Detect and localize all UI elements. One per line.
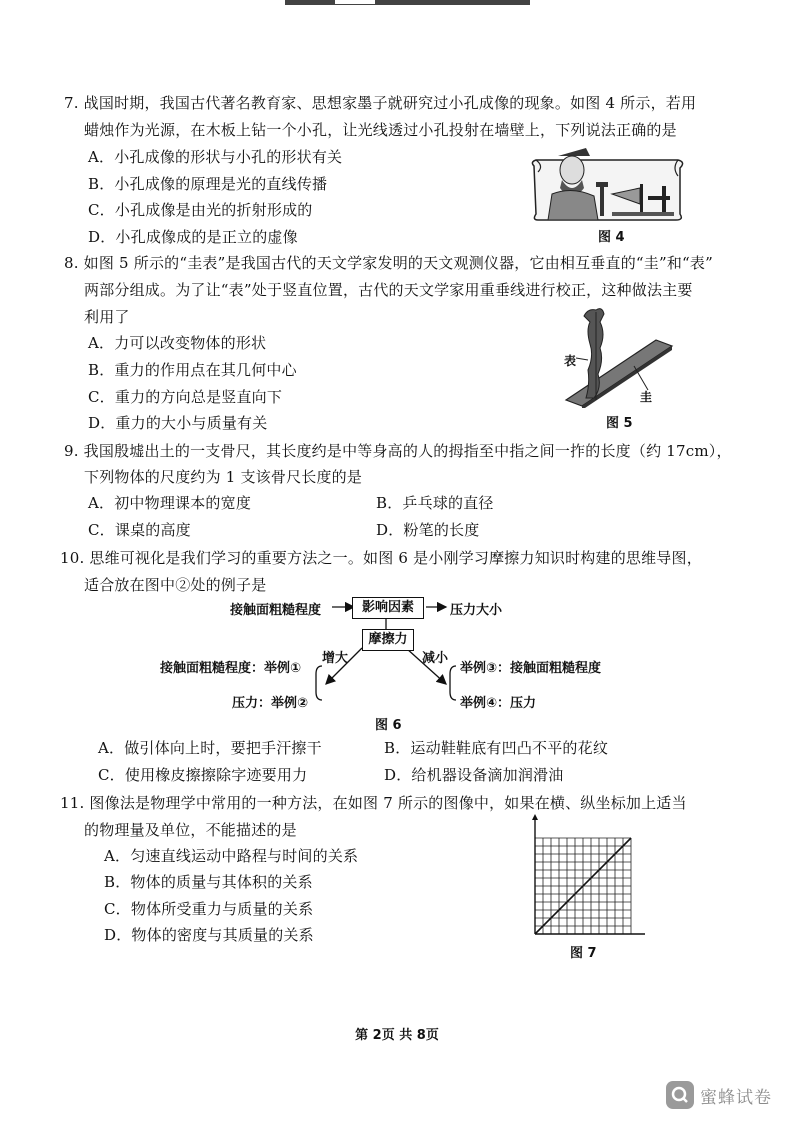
figure-4-pinhole-illustration (528, 142, 688, 226)
q10-option-c: C．使用橡皮擦擦除字迹要用力 (98, 766, 308, 784)
q9-stem-line1: 9. 我国殷墟出土的一支骨尺，其长度约是中等身高的人的拇指至中指之间一拃的长度（约 17cm）， (64, 442, 732, 460)
figure-5-guibiao-illustration (560, 304, 680, 408)
q7-option-d: D．小孔成像成的是正立的虚像 (88, 228, 298, 246)
q7-option-b: B．小孔成像的原理是光的直线传播 (88, 175, 328, 193)
q8-stem-line2: 两部分组成。为了让“表”处于竖直位置，古代的天文学家用重垂线进行校正，这种做法主要 (84, 281, 693, 299)
scan-edge-gap (335, 0, 375, 4)
q8-option-a: A．力可以改变物体的形状 (88, 334, 267, 352)
q11-option-c: C．物体所受重力与质量的关系 (104, 900, 314, 918)
figure-5-label-gui: 圭 (640, 390, 653, 404)
q10-option-b: B．运动鞋鞋底有凹凸不平的花纹 (384, 739, 609, 757)
figure-6-caption: 图 6 (375, 718, 402, 733)
mindmap-example-3: 举例③：接触面粗糙程度 (460, 661, 602, 676)
q9-option-a: A．初中物理课本的宽度 (88, 494, 252, 512)
scan-edge-mark (285, 0, 530, 5)
mindmap-decrease-label: 减小 (422, 651, 449, 666)
q8-stem-line1: 8. 如图 5 所示的“圭表”是我国古代的天文学家发明的天文观测仪器，它由相互垂直的“圭”和“表” (64, 254, 713, 272)
q11-option-b: B．物体的质量与其体积的关系 (104, 873, 313, 891)
mindmap-center-box: 摩擦力 (362, 629, 414, 651)
q10-option-d: D．给机器设备滴加润滑油 (384, 766, 564, 784)
q11-stem-line2: 的物理量及单位，不能描述的是 (84, 821, 297, 839)
mindmap-increase-label: 增大 (322, 651, 349, 666)
q10-option-a: A．做引体向上时，要把手汗擦干 (98, 739, 322, 757)
q10-stem-line2: 适合放在图中②处的例子是 (84, 576, 267, 594)
mindmap-right-factor: 压力大小 (450, 603, 503, 618)
mindmap-example-1: 接触面粗糙程度：举例① (160, 661, 302, 676)
q9-stem-line2: 下列物体的尺度约为 1 支该骨尺长度的是 (84, 468, 363, 486)
figure-4-caption: 图 4 (598, 230, 625, 245)
q11-stem-line1: 11. 图像法是物理学中常用的一种方法，在如图 7 所示的图像中，如果在横、纵坐标加上适当 (60, 794, 687, 812)
q11-option-a: A．匀速直线运动中路程与时间的关系 (104, 847, 359, 865)
q7-stem-line1: 7. 战国时期，我国古代著名教育家、思想家墨子就研究过小孔成像的现象。如图 4 所示，若用 (64, 94, 697, 112)
y-axis-arrow (532, 814, 538, 820)
mindmap-left-factor: 接触面粗糙程度 (230, 603, 322, 618)
page-footer: 第 2页 共 8页 (355, 1028, 439, 1043)
mindmap-example-2: 压力：举例② (232, 696, 309, 711)
q10-stem-line1: 10. 思维可视化是我们学习的重要方法之一。如图 6 是小刚学习摩擦力知识时构建的思维导图， (60, 549, 702, 567)
mindmap-factor-box: 影响因素 (352, 597, 424, 619)
q7-option-c: C．小孔成像是由光的折射形成的 (88, 201, 313, 219)
q8-option-d: D．重力的大小与质量有关 (88, 414, 268, 432)
watermark (666, 1081, 772, 1109)
figure-7-caption: 图 7 (570, 946, 597, 961)
mindmap-example-4: 举例④：压力 (460, 696, 537, 711)
q7-stem-line2: 蜡烛作为光源，在木板上钻一个小孔，让光线透过小孔投射在墙壁上，下列说法正确的是 (84, 121, 677, 139)
q8-option-c: C．重力的方向总是竖直向下 (88, 388, 283, 406)
figure-7-graph (525, 814, 645, 942)
figure-5-caption: 图 5 (606, 416, 633, 431)
q8-stem-line3: 利用了 (84, 308, 130, 326)
q11-option-d: D．物体的密度与其质量的关系 (104, 926, 314, 944)
q9-option-d: D．粉笔的长度 (376, 521, 480, 539)
q9-option-c: C．课桌的高度 (88, 521, 191, 539)
watermark-text: 蜜蜂试卷 (700, 1087, 772, 1108)
watermark-logo-icon (666, 1081, 694, 1109)
q8-option-b: B．重力的作用点在其几何中心 (88, 361, 297, 379)
q7-option-a: A．小孔成像的形状与小孔的形状有关 (88, 148, 343, 166)
q9-option-b: B．乒乓球的直径 (376, 494, 494, 512)
figure-5-label-biao: 表 (564, 354, 577, 368)
